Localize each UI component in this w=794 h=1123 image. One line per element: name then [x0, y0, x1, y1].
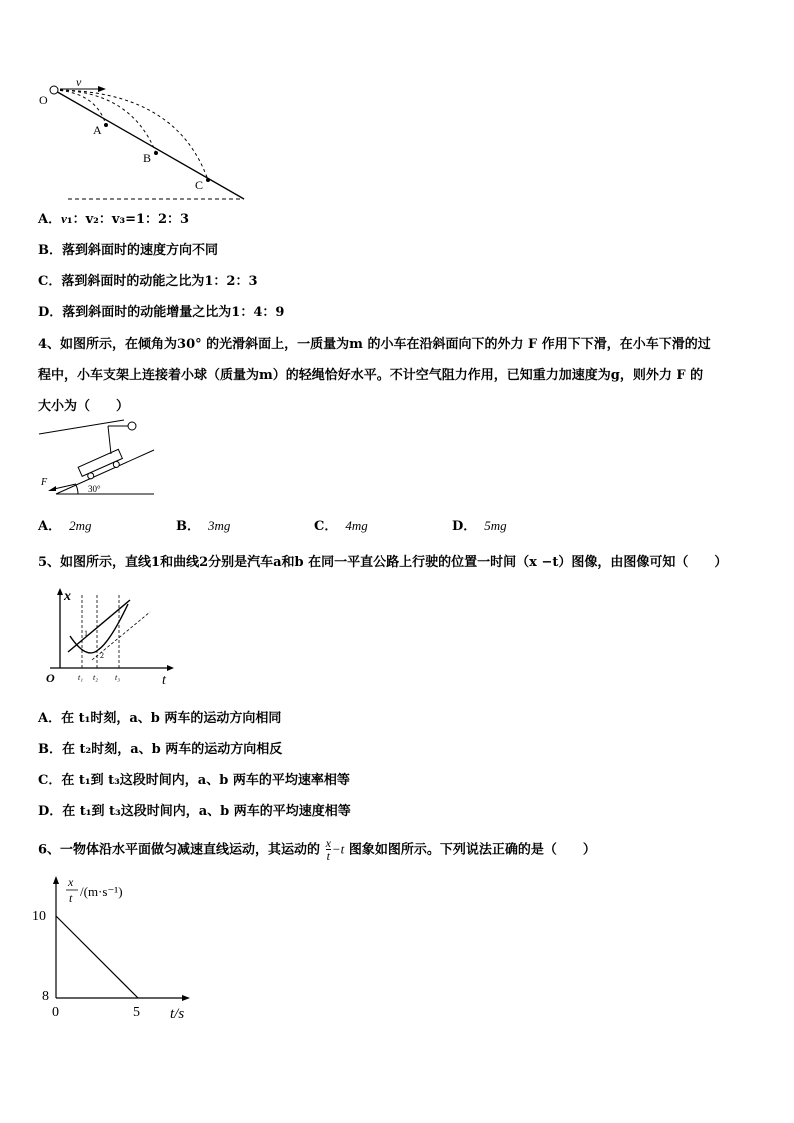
ylabel-den: t: [69, 891, 73, 905]
q4-option-c[interactable]: [314, 515, 368, 534]
ylabel-num: x: [68, 875, 74, 889]
q3-option-b[interactable]: [38, 239, 218, 258]
option-text: 落到斜面时的速度方向不同: [62, 243, 219, 258]
q4-option-d[interactable]: [452, 515, 507, 534]
q5-option-b[interactable]: [38, 738, 282, 757]
q4-option-a[interactable]: [38, 515, 91, 534]
q6-frac-num: x: [325, 836, 331, 850]
option-letter: C．: [314, 519, 338, 534]
small-ball: [128, 422, 136, 430]
cart: [78, 449, 125, 482]
option-letter: B．: [38, 243, 62, 258]
tick-x0: 0: [52, 1005, 59, 1020]
projectile-incline-figure: [36, 72, 251, 204]
label-x: x: [64, 589, 71, 604]
q4-text-line2: 程中，小车支架上连接着小球（质量为m）的轻绳恰好水平。不计空气阻力作用，已知重力加速度为g，则外力 F 的: [38, 368, 704, 383]
label-v: v: [76, 75, 82, 89]
y-arrowhead: [53, 876, 59, 884]
data-line: [56, 916, 138, 998]
label-t3: t₃: [115, 673, 121, 682]
point-c: [206, 178, 210, 182]
label-t: t: [162, 673, 166, 688]
xt-t-graph-figure: [28, 872, 203, 1027]
option-text: 4mg: [345, 518, 368, 533]
label-line1: 1: [84, 629, 88, 638]
option-letter: A．: [38, 711, 62, 726]
label-b: B: [143, 151, 152, 165]
q6-text-mid: −t: [331, 841, 345, 857]
q5-text-line1: 5、如图所示，直线1和曲线2分别是汽车a和b 在同一平直公路上行驶的位置一时间（x −t）图像，由图像可知（ ）: [38, 555, 728, 570]
incline-line: [54, 90, 244, 199]
angle-arc: [76, 485, 78, 494]
label-o: O: [46, 671, 55, 685]
q3-option-d[interactable]: [38, 301, 284, 320]
option-text: 在 t₁到 t₃这段时间内，a、b 两车的平均速度相等: [62, 804, 351, 819]
option-text: 在 t₂时刻，a、b 两车的运动方向相反: [62, 742, 283, 757]
x-arrowhead: [182, 995, 190, 1001]
q6-text-post: 图象如图所示。下列说法正确的是（ ）: [344, 842, 596, 858]
velocity-arrowhead: [98, 86, 106, 92]
force-arrowhead: [48, 486, 56, 491]
point-a: [104, 123, 108, 127]
y-arrowhead: [57, 588, 63, 595]
option-text: ₁：v₂：v₃=1：2：3: [66, 212, 190, 227]
cart-incline-figure: [36, 418, 158, 498]
label-curve2: 2: [100, 651, 104, 660]
tick-x5: 5: [133, 1005, 140, 1020]
ball-o: [50, 86, 58, 94]
option-text: 3mg: [208, 518, 231, 533]
label-angle: 30°: [88, 484, 101, 494]
q4-text-line1: 4、如图所示，在倾角为30° 的光滑斜面上，一质量为m 的小车在沿斜面向下的外力 F 作用下下滑，在小车下滑的过: [38, 337, 711, 352]
option-letter: D．: [38, 804, 63, 819]
label-t1: t₁: [78, 673, 84, 682]
option-text: 5mg: [484, 518, 507, 533]
option-v: v: [61, 211, 67, 226]
option-text: 在 t₁到 t₃这段时间内，a、b 两车的平均速率相等: [61, 773, 350, 788]
tick-y10: 10: [32, 909, 46, 924]
option-text: 在 t₁时刻，a、b 两车的运动方向相同: [61, 711, 282, 726]
tick-y8: 8: [42, 989, 49, 1004]
ceiling-line: [39, 420, 124, 434]
q4-text-line3: 大小为（ ）: [38, 399, 130, 414]
option-letter: D．: [452, 519, 477, 534]
option-letter: B．: [176, 519, 200, 534]
option-letter: D．: [38, 305, 63, 320]
q6-text-line1: [38, 837, 596, 863]
label-f: F: [41, 477, 48, 488]
q6-frac-den: t: [326, 849, 330, 863]
label-c: C: [195, 178, 204, 192]
option-text: 2mg: [69, 518, 92, 533]
label-t2: t₂: [93, 673, 99, 682]
label-a: A: [93, 123, 102, 137]
q3-option-a[interactable]: [38, 208, 189, 227]
q5-option-c[interactable]: [38, 769, 350, 788]
ylabel-unit: /(m·s⁻¹): [80, 884, 123, 899]
xlabel: t/s: [170, 1006, 185, 1022]
x-arrowhead: [167, 665, 174, 671]
q3-option-c[interactable]: [38, 270, 258, 289]
line-1: [68, 600, 130, 652]
option-letter: C．: [38, 773, 62, 788]
cart-support: [108, 426, 111, 454]
xt-graph-figure: [40, 586, 180, 688]
q6-text-pre: 6、一物体沿水平面做匀减速直线运动，其运动的: [38, 842, 321, 858]
option-letter: A．: [38, 212, 62, 227]
option-letter: B．: [38, 742, 62, 757]
trajectory-a: [54, 90, 106, 125]
option-letter: C．: [38, 274, 62, 289]
q4-option-b[interactable]: [176, 515, 230, 534]
option-text: 落到斜面时的动能增量之比为1：4：9: [62, 305, 285, 320]
label-o: O: [39, 93, 48, 107]
q5-option-d[interactable]: [38, 800, 351, 819]
point-b: [154, 151, 158, 155]
option-letter: A．: [38, 519, 62, 534]
q6-fraction: [326, 837, 331, 863]
q5-option-a[interactable]: [38, 707, 281, 726]
option-text: 落到斜面时的动能之比为1：2：3: [61, 274, 258, 289]
